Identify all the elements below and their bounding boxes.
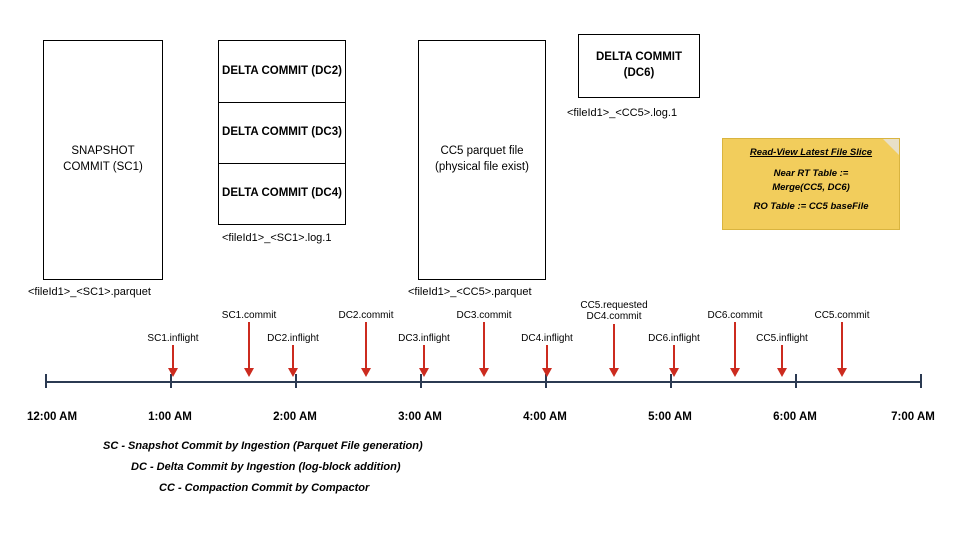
hour-label-12am: 12:00 AM: [26, 411, 78, 423]
event-arrow-line: [734, 322, 736, 369]
snapshot-commit-box: [43, 40, 163, 280]
event-arrow-head: [419, 368, 429, 377]
event-label-cc5-inflight: CC5.inflight: [756, 333, 808, 344]
event-arrow-line: [546, 345, 548, 369]
hour-label-7am: 7:00 AM: [891, 411, 935, 423]
event-label-dc3-inflight: DC3.inflight: [398, 333, 450, 344]
cc5-file-caption: <fileId1>_<CC5>.parquet: [408, 286, 532, 298]
event-arrow-line: [673, 345, 675, 369]
event-arrow-head: [609, 368, 619, 377]
event-arrow-line: [292, 345, 294, 369]
delta-commit-dc2-cell: [219, 41, 345, 102]
note-title: Read-View Latest File Slice: [749, 147, 873, 158]
legend-sc: SC - Snapshot Commit by Ingestion (Parquet File generation): [103, 440, 423, 452]
event-arrow-head: [669, 368, 679, 377]
snapshot-commit-label-line1: SNAPSHOT: [71, 145, 135, 158]
event-arrow-line: [248, 322, 250, 369]
event-label-dc3-commit: DC3.commit: [456, 310, 512, 321]
hour-label-2am: 2:00 AM: [273, 411, 317, 423]
dc6-log-file-caption: <fileId1>_<CC5>.log.1: [567, 107, 678, 119]
timeline-tick: [795, 374, 797, 388]
delta-commit-dc4-cell: [219, 163, 345, 224]
delta-commit-stack: [218, 40, 346, 225]
event-label-dc2-inflight: DC2.inflight: [267, 333, 319, 344]
legend-dc: DC - Delta Commit by Ingestion (log-block addition): [131, 461, 401, 473]
read-view-sticky-note: [722, 138, 900, 230]
event-arrow-line: [365, 322, 367, 369]
timeline-tick: [45, 374, 47, 388]
hour-label-3am: 3:00 AM: [398, 411, 442, 423]
event-arrow-head: [837, 368, 847, 377]
note-line-near-rt-a: Near RT Table :=: [773, 167, 849, 179]
event-label-dc2-commit: DC2.commit: [338, 310, 394, 321]
event-arrow-head: [361, 368, 371, 377]
note-fold-corner: [883, 139, 899, 155]
event-arrow-head: [730, 368, 740, 377]
event-arrow-head: [168, 368, 178, 377]
cc5-label-line2: (physical file exist): [435, 161, 529, 173]
event-label-cc5-commit: CC5.commit: [814, 310, 870, 321]
delta-dc2-label-line2: (DC2): [311, 64, 342, 77]
delta-dc3-label-line2: (DC3): [311, 126, 342, 139]
delta-dc6-label-line2: (DC6): [623, 67, 655, 79]
timeline-tick: [920, 374, 922, 388]
cc5-parquet-box: [418, 40, 546, 280]
event-label-sc1-inflight: SC1.inflight: [147, 333, 199, 344]
delta-commit-dc6-box: [578, 34, 700, 98]
event-arrow-head: [542, 368, 552, 377]
hour-label-6am: 6:00 AM: [773, 411, 817, 423]
event-arrow-head: [777, 368, 787, 377]
event-label-sc1-commit: SC1.commit: [221, 310, 277, 321]
event-arrow-line: [172, 345, 174, 369]
event-label-dc4-inflight: DC4.inflight: [521, 333, 573, 344]
delta-dc4-label-line2: (DC4): [311, 187, 342, 200]
note-line-near-rt-b: Merge(CC5, DC6): [772, 181, 850, 193]
event-arrow-line: [841, 322, 843, 369]
event-arrow-head: [479, 368, 489, 377]
event-arrow-line: [781, 345, 783, 369]
delta-dc4-label-line1: DELTA COMMIT: [222, 187, 309, 200]
snapshot-commit-label-line2: COMMIT (SC1): [63, 161, 143, 173]
hour-label-1am: 1:00 AM: [148, 411, 192, 423]
event-arrow-head: [244, 368, 254, 377]
event-label-dc4-commit: DC4.commit: [586, 311, 642, 322]
event-arrow-line: [613, 324, 615, 369]
hour-label-4am: 4:00 AM: [523, 411, 567, 423]
delta-dc3-label-line1: DELTA COMMIT: [222, 126, 309, 139]
event-arrow-head: [288, 368, 298, 377]
event-label-dc6-commit: DC6.commit: [707, 310, 763, 321]
event-arrow-line: [423, 345, 425, 369]
event-arrow-line: [483, 322, 485, 369]
timeline-axis: [45, 381, 922, 383]
delta-commit-dc3-cell: [219, 102, 345, 163]
event-label-cc5-requested: CC5.requested: [580, 300, 648, 311]
delta-log-file-caption: <fileId1>_<SC1>.log.1: [222, 232, 332, 244]
delta-dc2-label-line1: DELTA COMMIT: [222, 64, 309, 77]
delta-dc6-label-line1: DELTA COMMIT: [595, 51, 683, 64]
snapshot-file-caption: <fileId1>_<SC1>.parquet: [28, 286, 151, 298]
hour-label-5am: 5:00 AM: [648, 411, 692, 423]
cc5-label-line1: CC5 parquet file: [440, 145, 524, 158]
event-label-dc6-inflight: DC6.inflight: [648, 333, 700, 344]
legend-cc: CC - Compaction Commit by Compactor: [159, 482, 370, 494]
note-line-ro-table: RO Table := CC5 baseFile: [753, 201, 869, 213]
